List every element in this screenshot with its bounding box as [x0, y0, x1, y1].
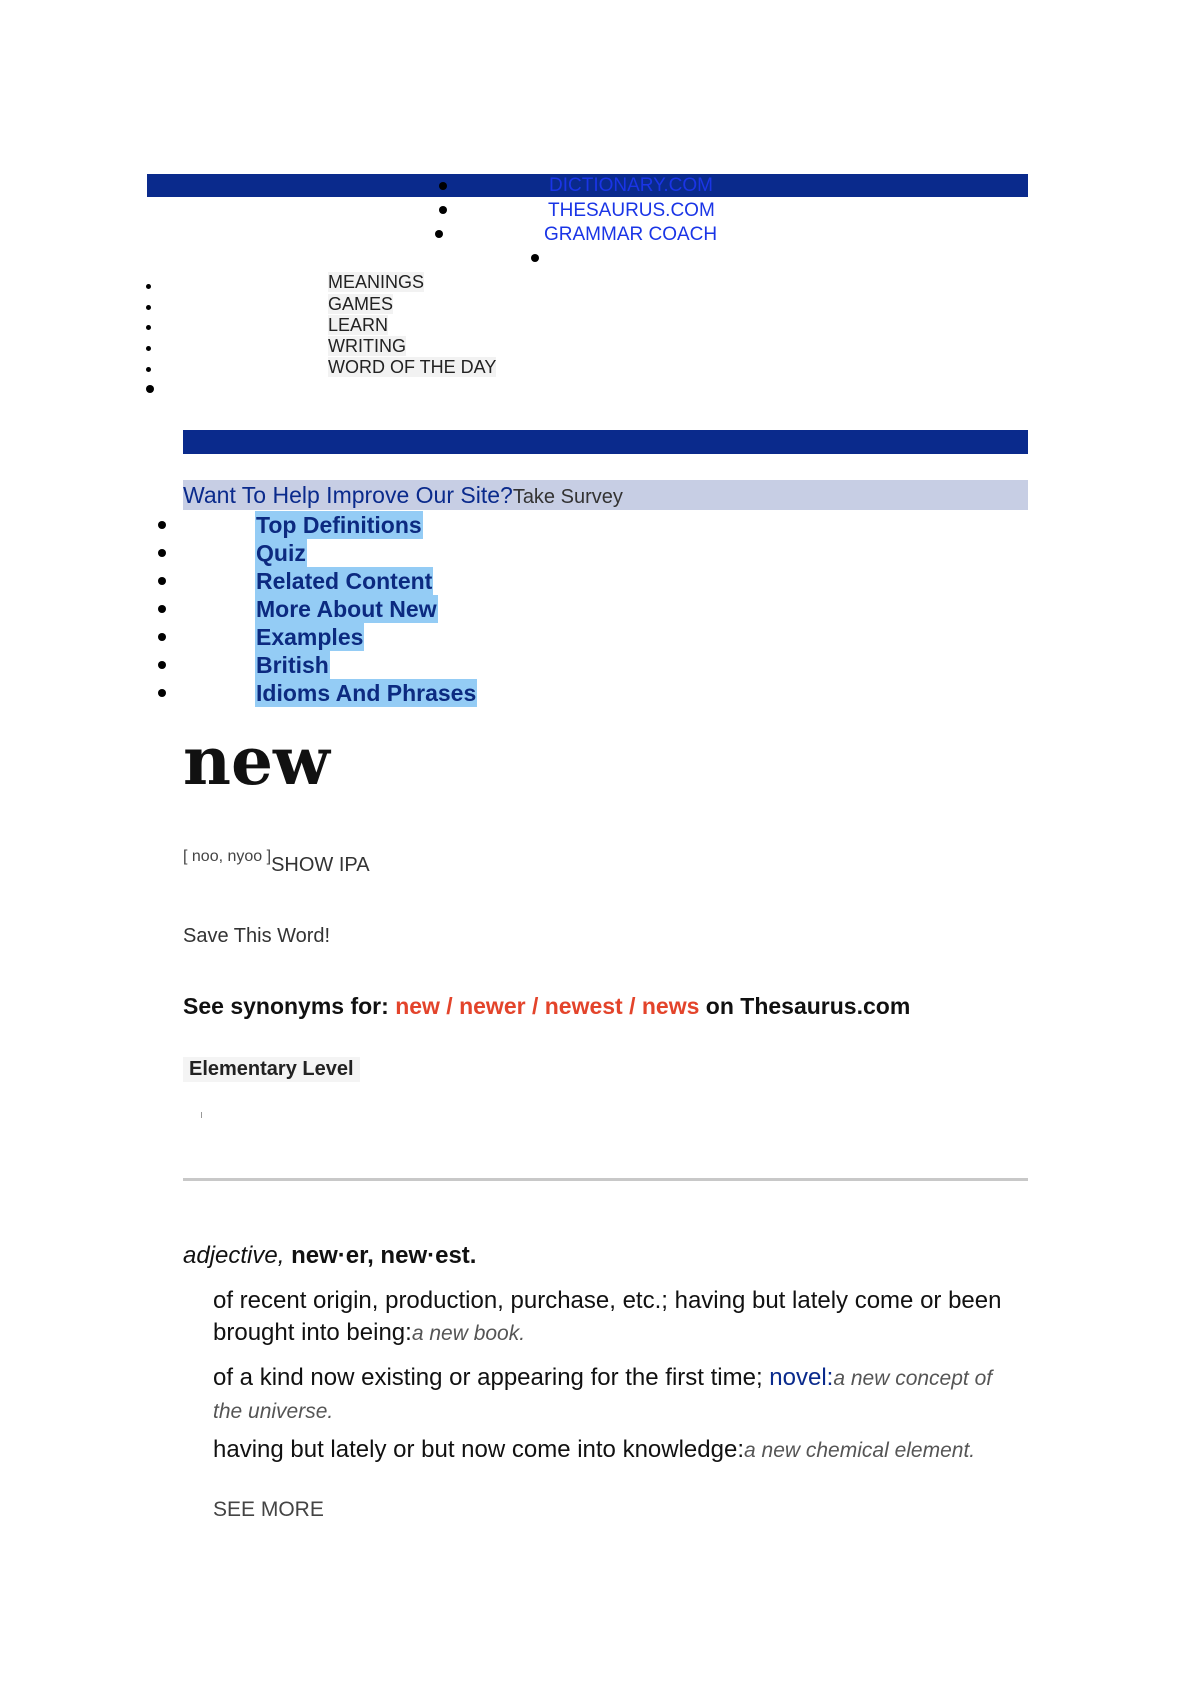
top-link-grammar-coach[interactable]: GRAMMAR COACH	[544, 224, 718, 245]
bullet	[158, 521, 166, 529]
bullet	[531, 254, 539, 262]
nav-item-learn[interactable]: LEARN	[328, 315, 389, 335]
bullet	[146, 367, 151, 372]
level-badge: Elementary Level	[183, 1057, 360, 1082]
definition-example: a new chemical element.	[744, 1439, 976, 1462]
toc-british[interactable]: British	[256, 652, 329, 678]
novel-link[interactable]: novel:	[769, 1364, 834, 1391]
toc-quiz[interactable]: Quiz	[256, 540, 306, 566]
nav-item-writing[interactable]: WRITING	[328, 336, 406, 356]
save-word-button[interactable]: Save This Word!	[183, 925, 331, 947]
definition-text: of recent origin, production, purchase, etc.; having but lately come or been brought into being:	[213, 1287, 1002, 1346]
toc-related-content[interactable]: Related Content	[256, 568, 433, 594]
synonyms-prefix: See synonyms for:	[183, 993, 389, 1019]
part-of-speech-line	[183, 1242, 476, 1270]
definition-example: a new book.	[411, 1322, 526, 1345]
bullet	[439, 182, 447, 190]
toc-examples[interactable]: Examples	[256, 624, 364, 650]
bullet	[158, 577, 166, 585]
survey-banner	[183, 480, 1028, 510]
bullet	[146, 284, 151, 289]
bullet	[158, 661, 166, 669]
synonyms-suffix[interactable]: on Thesaurus.com	[705, 993, 911, 1019]
bullet	[158, 633, 166, 641]
definition-text: of a kind now existing or appearing for the first time;	[213, 1364, 763, 1391]
definition-3	[213, 1434, 1025, 1467]
part-of-speech: adjective,	[183, 1242, 285, 1269]
nav-item-games[interactable]: GAMES	[328, 294, 394, 314]
bullet	[435, 230, 443, 238]
nav-item-meanings[interactable]: MEANINGS	[328, 272, 425, 292]
survey-question: Want To Help Improve Our Site?	[183, 482, 513, 508]
definition-text: having but lately or but now come into knowledge:	[213, 1436, 744, 1463]
nav-item-word-of-the-day[interactable]: WORD OF THE DAY	[328, 357, 497, 377]
take-survey-link[interactable]: Take Survey	[512, 486, 623, 508]
bullet	[146, 385, 154, 393]
pronunciation: [ noo, nyoo ]	[183, 848, 272, 865]
show-ipa-button[interactable]: SHOW IPA	[271, 854, 370, 876]
top-link-thesaurus[interactable]: THESAURUS.COM	[548, 200, 715, 221]
definition-1	[213, 1285, 1025, 1350]
bullet	[439, 206, 447, 214]
bullet	[146, 325, 151, 330]
bullet	[158, 689, 166, 697]
bullet	[146, 305, 151, 310]
tick-mark	[201, 1112, 202, 1118]
inflections: new·er, new·est.	[291, 1242, 477, 1269]
bullet	[158, 605, 166, 613]
secondary-header-bar	[183, 430, 1028, 454]
pronunciation-row	[183, 848, 370, 876]
headword: new	[183, 722, 330, 800]
divider	[183, 1178, 1028, 1181]
toc-top-definitions[interactable]: Top Definitions	[256, 512, 422, 538]
synonyms-line	[183, 993, 910, 1020]
toc-idioms-and-phrases[interactable]: Idioms And Phrases	[256, 680, 477, 706]
bullet	[146, 346, 151, 351]
toc-more-about-new[interactable]: More About New	[256, 596, 437, 622]
bullet	[158, 549, 166, 557]
top-link-dictionary[interactable]: DICTIONARY.COM	[549, 175, 713, 196]
see-more-button[interactable]: SEE MORE	[213, 1498, 324, 1521]
definition-example: a new concept of the universe.	[213, 1367, 993, 1423]
synonyms-links[interactable]: new / newer / newest / news	[395, 993, 700, 1019]
definition-2	[213, 1362, 1025, 1428]
